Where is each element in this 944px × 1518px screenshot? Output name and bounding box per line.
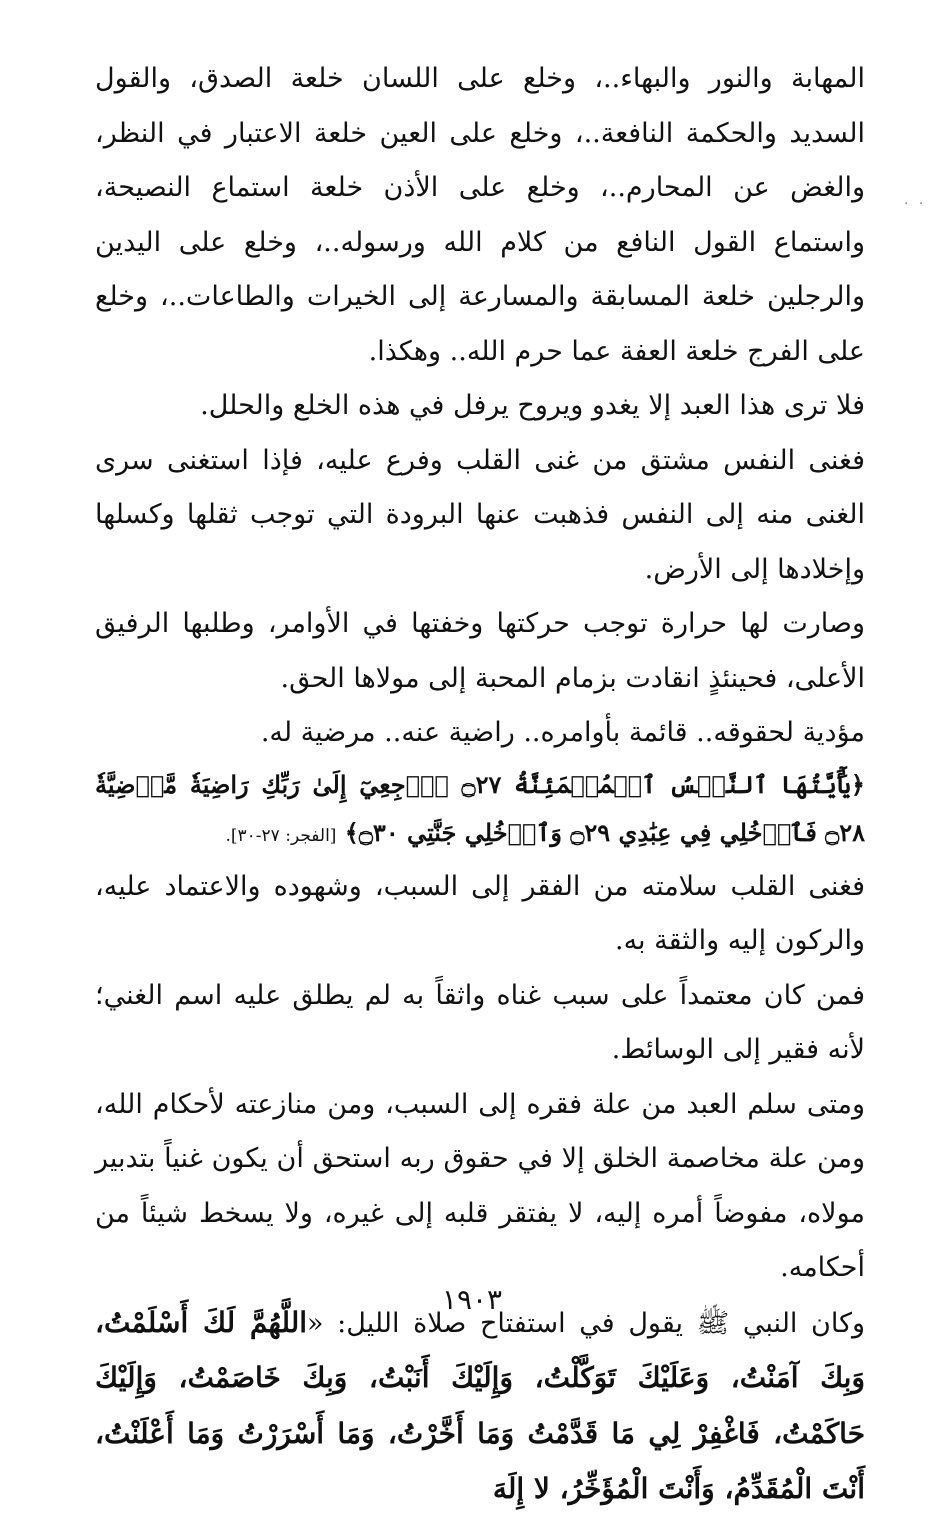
paragraph: ومتى سلم العبد من علة فقره إلى السبب، ومن منازعته لأحكام الله، ومن علة مخاصمة الخلق إلا في حقوق ربه استحق أن يكون غنياً بتدبير مولاه، مفوضاً أمره إليه، لا يفتقر قلبه إلى غيره، ولا يسخط شيئاً من أحكامه. — [95, 1088, 865, 1283]
paragraph: وصارت لها حرارة توجب حركتها وخفتها في الأوامر، وطلبها الرفيق الأعلى، فحينئذٍ انقادت بزمام المحبة إلى مولاها الحق. — [95, 608, 865, 694]
paragraph: مؤدية لحقوقه.. قائمة بأوامره.. راضية عنه.. مرضية له. — [260, 717, 865, 748]
page-number: ١٩٠٣ — [441, 1283, 503, 1316]
margin-mark: · · — [904, 196, 927, 212]
hadith-paragraph — [95, 1296, 865, 1518]
paragraph: فمن كان معتمداً على سبب غناه واثقاً به لم يطلق عليه اسم الغني؛ لأنه فقير إلى الوسائط. — [95, 979, 865, 1065]
paragraph: المهابة والنور والبهاء..، وخلع على اللسان خلعة الصدق، والقول السديد والحكمة النافعة..، وخلع على العين خلعة الاعتبار في النظر، والغض عن المحارم..، وخلع على الأذن خلعة استماع النصيحة، واستماع القول النافع من كلام الله ورسوله..، وخلع على اليدين والرجلين خلعة المسابقة والمسارعة إلى الخيرات والطاعات..، وخلع على الفرج خلعة العفة عما حرم الله.. وهكذا. — [95, 63, 865, 367]
quran-verse-block — [95, 761, 865, 860]
paragraph: فغنى النفس مشتق من غنى القلب وفرع عليه، فإذا استغنى سرى الغنى منه إلى النفس فذهبت عنها البرودة التي توجب ثقلها وكسلها وإخلادها إلى الأرض. — [95, 444, 865, 585]
hadith-text: اللَّهُمَّ لَكَ أَسْلَمْتُ، وَبِكَ آمَنْتُ، وَعَلَيْكَ تَوَكَّلْتُ، وَإِلَيْكَ أَنَبْتُ، وَبِكَ خَاصَمْتُ، وَإِلَيْكَ حَاكَمْتُ، فَاغْفِرْ لِي مَا قَدَّمْتُ وَمَا أَخَّرْتُ، وَمَا أَسْرَرْتُ وَمَا أَعْلَنْتُ، أَنْتَ الْمُقَدِّمُ، وَأَنْتَ الْمُؤَخِّرُ، لا إِلَهَ — [95, 1305, 865, 1505]
paragraph: فلا ترى هذا العبد إلا يغدو ويروح يرفل في هذه الخلع والحلل. — [200, 390, 865, 421]
quran-verse: ﴿يَٰٓأَيَّتُهَا ٱلنَّفۡسُ ٱلۡمُطۡمَئِنَّةُ ۝٢٧ ٱرۡجِعِيٓ إِلَىٰ رَبِّكِ رَاضِيَةٗ مَّرۡضِيَّةٗ ۝٢٨ فَٱدۡخُلِي فِي عِبَٰدِي ۝٢٩ وَٱدۡخُلِي جَنَّتِي ۝٣٠﴾ — [95, 769, 865, 847]
hadith-intro: وكان النبي ﷺ يقول في استفتاح صلاة الليل: « — [307, 1307, 865, 1339]
quran-reference: [الفجر: ٢٧-٣٠]. — [225, 825, 337, 846]
paragraph: فغنى القلب سلامته من الفقر إلى السبب، وشهوده والاعتماد عليه، والركون إليه والثقة به. — [95, 870, 865, 956]
